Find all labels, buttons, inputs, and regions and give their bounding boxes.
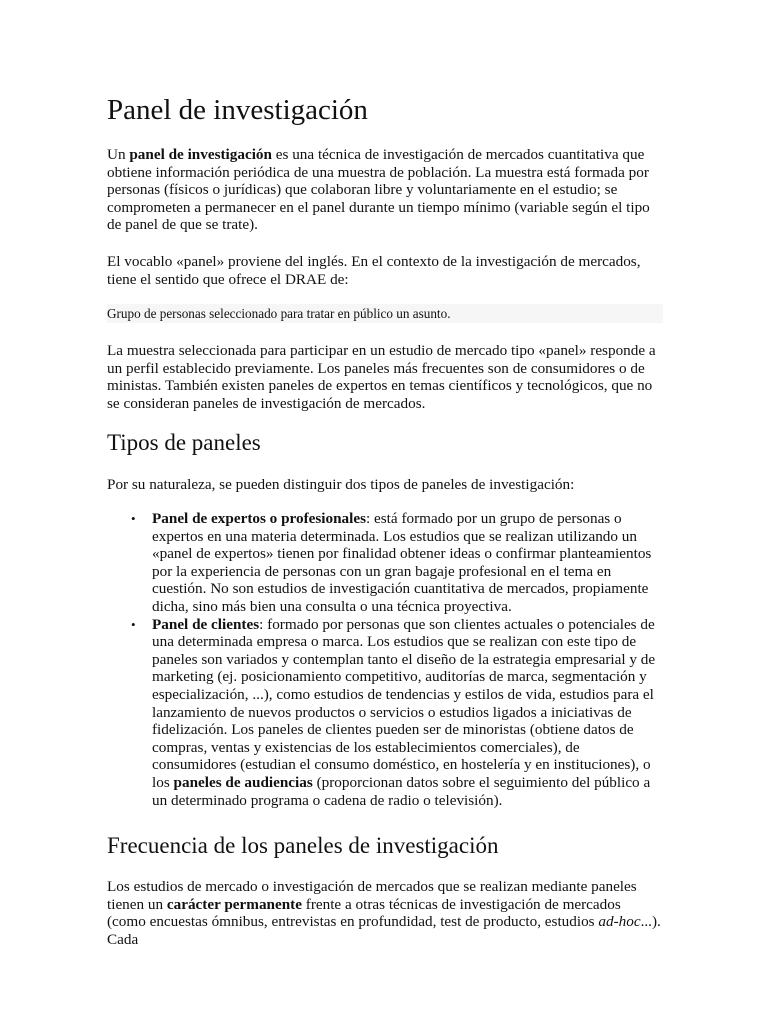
frecuencia-italic: ad-hoc (598, 913, 641, 931)
list-item-term: Panel de expertos o profesionales (152, 510, 367, 527)
list-item-text: : está formado por un grupo de personas o expertos en una materia determinada. Los estudios que se realizan utilizando un «panel de expertos» tienen por finalidad obtener ideas o confirmar planteamientos por la experiencia de personas con un gran bagaje profesional en el tema en cuestión. No son estudios de investigación cuantitativa de mercados, propiamente dicha, sino más bien una consulta o una técnica proyectiva. (152, 510, 652, 615)
list-item-text: : formado por personas que son clientes actuales o potenciales de una determinada empresa o marca. Los estudios que se realizan con este tipo de paneles son variados y contemplan tanto el diseño de la estrategia empresarial y de marketing (ej. posicionamiento competitivo, auditorías de marca, segmentación y especialización, ...), como estudios de tendencias y estilos de vida, estudios para el lanzamiento de nuevos productos o servicios o estudios ligados a iniciativas de fidelización. Los paneles de clientes pueden ser de minoristas (obtiene datos de compras, ventas y existencias de los establecimientos comerciales), de consumidores (estudian el consumo doméstico, en hostelería y en instituciones), o los (152, 615, 656, 791)
frecuencia-mid: frente a otras técnicas de investigación de mercados (como encuestas ómnibus, entrevistas en profundidad, test de producto, estudios (107, 895, 621, 931)
drae-quote: Grupo de personas seleccionado para tratar en público un asunto. (107, 304, 663, 323)
frecuencia-heading: Frecuencia de los paneles de investigación (107, 833, 499, 858)
vocablo-paragraph: El vocablo «panel» proviene del inglés. En el contexto de la investigación de mercados, tiene el sentido que ofrece el DRAE de: (107, 253, 641, 288)
intro-prefix: Un (107, 146, 130, 163)
frecuencia-paragraph (107, 878, 663, 948)
frecuencia-prefix: Los estudios de mercado o investigación de mercados que se realizan mediante paneles tienen un (107, 878, 637, 913)
page-title: Panel de investigación (107, 94, 368, 126)
tipos-intro: Por su naturaleza, se pueden distinguir dos tipos de paneles de investigación: (107, 476, 575, 493)
bullet-icon: • (131, 511, 136, 526)
muestra-paragraph: La muestra seleccionada para participar en un estudio de mercado tipo «panel» responde a un perfil establecido previamente. Los paneles más frecuentes son de consumidores o de ministas. También existen paneles de expertos en temas científicos y tecnológicos, que no se consideran paneles de investigación de mercados. (107, 342, 656, 412)
frecuencia-term: carácter permanente (166, 895, 302, 913)
bullet-icon: • (131, 616, 136, 632)
list-item (131, 510, 663, 616)
tipos-list (107, 510, 663, 809)
tipos-heading: Tipos de paneles (107, 430, 261, 455)
list-item-term-2: paneles de audiencias (173, 773, 313, 791)
frecuencia-end: ...). Cada (107, 913, 661, 948)
list-item-text-2: (proporcionan datos sobre el seguimiento del público a un determinado programa o cadena de radio o televisión). (152, 773, 651, 809)
list-item (131, 615, 663, 810)
intro-paragraph (107, 146, 663, 234)
list-item-term: Panel de clientes (152, 615, 260, 633)
intro-term: panel de investigación (129, 146, 272, 163)
intro-rest: es una técnica de investigación de mercados cuantitativa que obtiene información periódica de una muestra de población. La muestra está formada por personas (físicos o jurídicas) que colaboran libre y voluntariamente en el estudio; se comprometen a permanecer en el panel durante un tiempo mínimo (variable según el tipo de panel de que se trate). (107, 146, 650, 234)
